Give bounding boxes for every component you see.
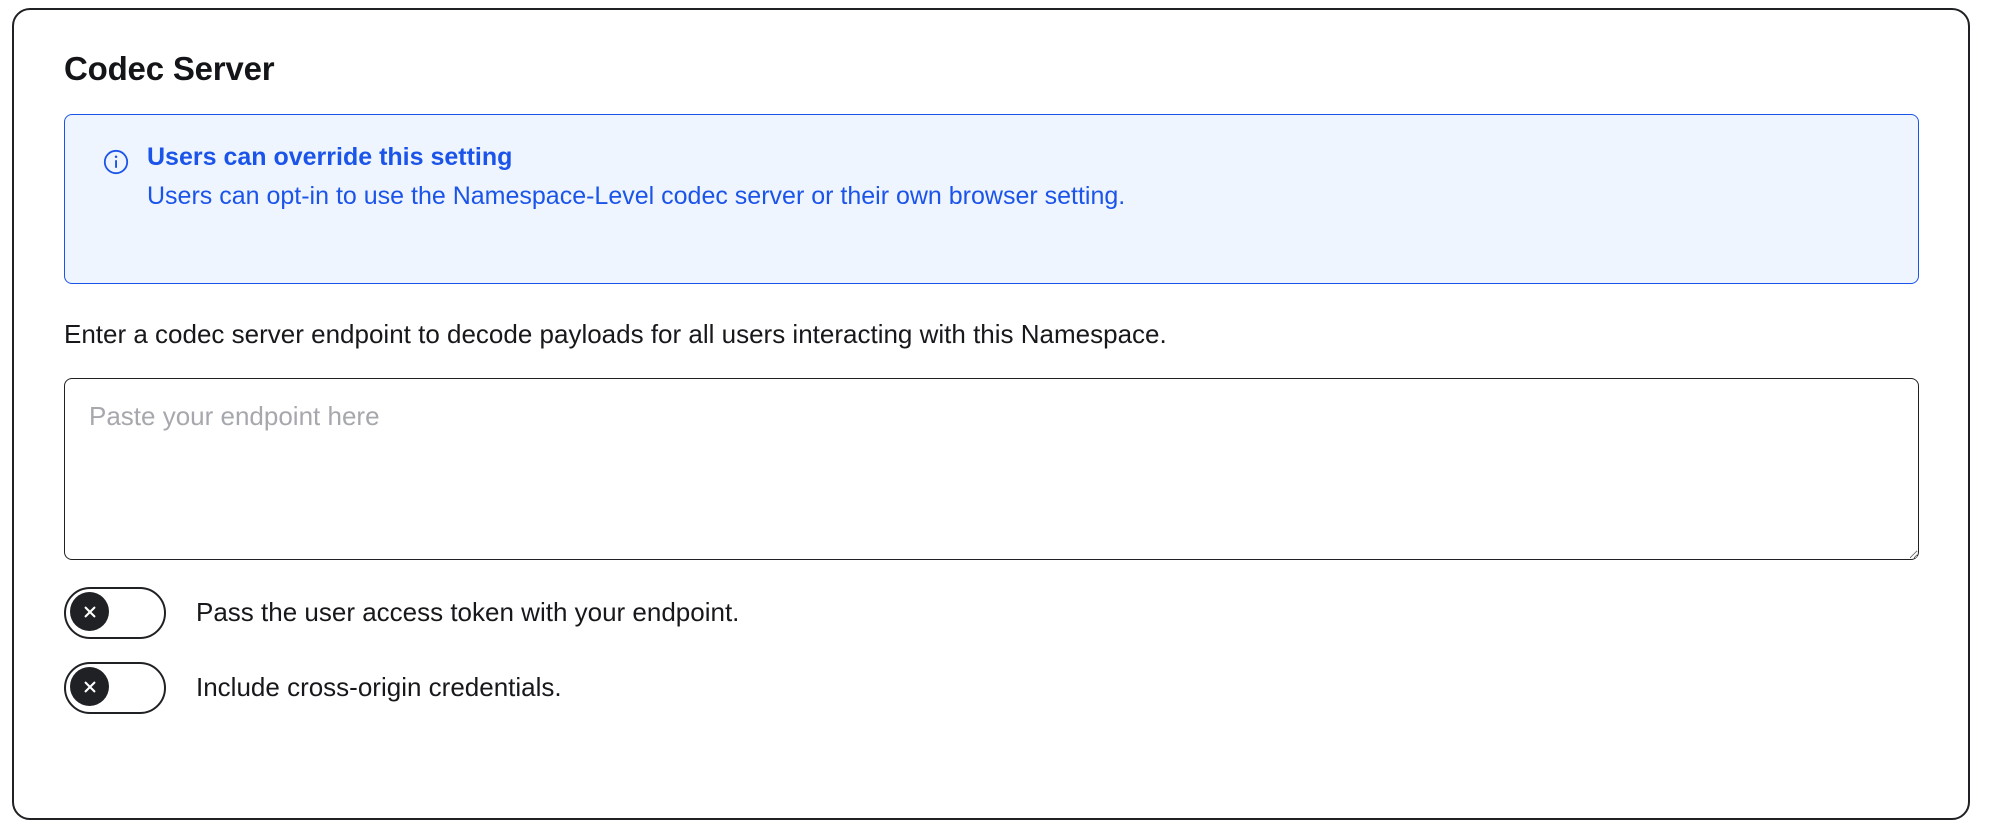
- toggle-row-cross-origin: [64, 662, 1924, 714]
- include-cross-origin-credentials-toggle[interactable]: [64, 662, 166, 714]
- codec-server-description: Enter a codec server endpoint to decode payloads for all users interacting with this Namespace.: [64, 319, 1167, 349]
- info-banner-title: Users can override this setting: [147, 143, 513, 171]
- page-title: Codec Server: [64, 50, 275, 87]
- info-circle-icon: [103, 149, 129, 175]
- pass-access-token-label: Pass the user access token with your endpoint.: [196, 597, 740, 628]
- info-banner-text: [147, 143, 1125, 212]
- x-icon: [80, 602, 100, 622]
- override-info-banner: [64, 114, 1919, 284]
- x-icon: [80, 677, 100, 697]
- toggle-knob: [70, 667, 109, 706]
- info-banner-body: Users can opt-in to use the Namespace-Level codec server or their own browser setting.: [147, 181, 1126, 210]
- toggle-knob: [70, 592, 109, 631]
- codec-server-panel: [12, 8, 1970, 820]
- codec-endpoint-input[interactable]: [64, 378, 1919, 560]
- include-cross-origin-credentials-label: Include cross-origin credentials.: [196, 672, 562, 703]
- toggle-row-pass-access-token: [64, 587, 1924, 639]
- pass-access-token-toggle[interactable]: [64, 587, 166, 639]
